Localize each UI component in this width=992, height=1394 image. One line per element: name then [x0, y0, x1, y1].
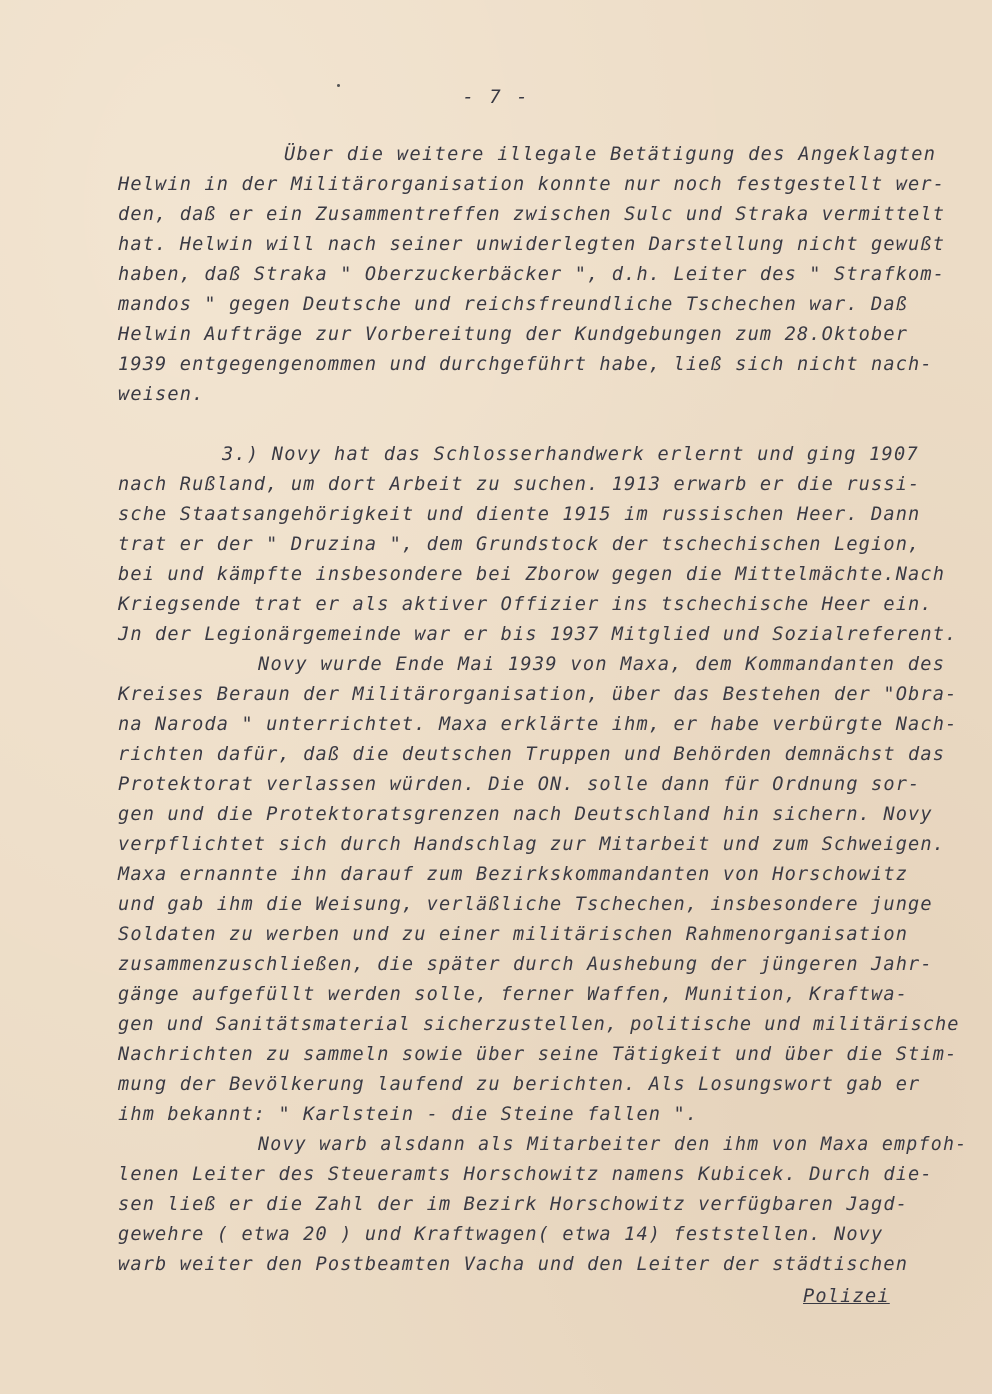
text-line: Soldaten zu werben und zu einer militärischen Rahmenorganisation: [118, 924, 909, 945]
text-line: Helwin Aufträge zur Vorbereitung der Kundgebungen zum 28.Oktober: [118, 324, 909, 345]
text-line: gen und Sanitätsmaterial sicherzustellen, politische und militärische: [118, 1014, 960, 1035]
text-line: sche Staatsangehörigkeit und diente 1915 im russischen Heer. Dann: [118, 504, 921, 525]
text-line: weisen.: [118, 384, 205, 405]
text-line: gewehre ( etwa 20 ) und Kraftwagen( etwa 14) feststellen. Novy: [118, 1224, 884, 1245]
text-line: na Naroda " unterrichtet. Maxa erklärte ihm, er habe verbürgte Nach-: [118, 714, 958, 735]
text-line: Jn der Legionärgemeinde war er bis 1937 Mitglied und Sozialreferent.: [118, 624, 958, 645]
text-line: hat. Helwin will nach seiner unwiderlegten Darstellung nicht gewußt: [118, 234, 946, 255]
text-line: gen und die Protektoratsgrenzen nach Deutschland hin sichern. Novy: [118, 804, 933, 825]
text-line: mung der Bevölkerung laufend zu berichten. Als Losungswort gab er: [118, 1074, 921, 1095]
text-line: Kreises Beraun der Militärorganisation, über das Bestehen der "Obra-: [118, 684, 958, 705]
text-line: zusammenzuschließen, die später durch Aushebung der jüngeren Jahr-: [118, 954, 933, 975]
text-line: ihm bekannt: " Karlstein - die Steine fallen ".: [118, 1104, 699, 1125]
text-line: verpflichtet sich durch Handschlag zur Mitarbeit und zum Schweigen.: [118, 834, 946, 855]
text-line: gänge aufgefüllt werden solle, ferner Waffen, Munition, Kraftwa-: [118, 984, 909, 1005]
text-line: richten dafür, daß die deutschen Truppen und Behörden demnächst das: [118, 744, 946, 765]
text-line: und gab ihm die Weisung, verläßliche Tschechen, insbesondere junge: [118, 894, 933, 915]
text-line: Nachrichten zu sammeln sowie über seine Tätigkeit und über die Stim-: [118, 1044, 958, 1065]
text-line: mandos " gegen Deutsche und reichsfreundliche Tschechen war. Daß: [118, 294, 909, 315]
text-line: Novy warb alsdann als Mitarbeiter den ihm von Maxa empfoh-: [258, 1134, 968, 1155]
text-line: bei und kämpfte insbesondere bei Zborow gegen die Mittelmächte.Nach: [118, 564, 946, 585]
text-line: 1939 entgegengenommen und durchgeführt habe, ließ sich nicht nach-: [118, 354, 933, 375]
text-line: warb weiter den Postbeamten Vacha und den Leiter der städtischen: [118, 1254, 909, 1275]
text-line: Helwin in der Militärorganisation konnte nur noch festgestellt wer-: [118, 174, 946, 195]
text-line: den, daß er ein Zusammentreffen zwischen Sulc und Straka vermittelt: [118, 204, 946, 225]
text-line: Maxa ernannte ihn darauf zum Bezirkskommandanten von Horschowitz: [118, 864, 909, 885]
text-line: Protektorat verlassen würden. Die ON. solle dann für Ordnung sor-: [118, 774, 921, 795]
text-line: Novy wurde Ende Mai 1939 von Maxa, dem Kommandanten des: [258, 654, 946, 675]
text-line: 3.) Novy hat das Schlosserhandwerk erlernt und ging 1907: [222, 444, 919, 465]
text-line: haben, daß Straka " Oberzuckerbäcker ", d.h. Leiter des " Strafkom-: [118, 264, 946, 285]
text-line: Über die weitere illegale Betätigung des Angeklagten: [284, 144, 937, 165]
text-line: Kriegsende trat er als aktiver Offizier ins tschechische Heer ein.: [118, 594, 933, 615]
text-line: sen ließ er die Zahl der im Bezirk Horschowitz verfügbaren Jagd-: [118, 1194, 909, 1215]
text-line: trat er der " Druzina ", dem Grundstock der tschechischen Legion,: [118, 534, 921, 555]
text-line: nach Rußland, um dort Arbeit zu suchen. 1913 erwarb er die russi-: [118, 474, 921, 495]
text-line: lenen Leiter des Steueramts Horschowitz namens Kubicek. Durch die-: [118, 1164, 933, 1185]
page-number: - 7 -: [462, 86, 530, 108]
catchword: Polizei: [803, 1286, 890, 1307]
